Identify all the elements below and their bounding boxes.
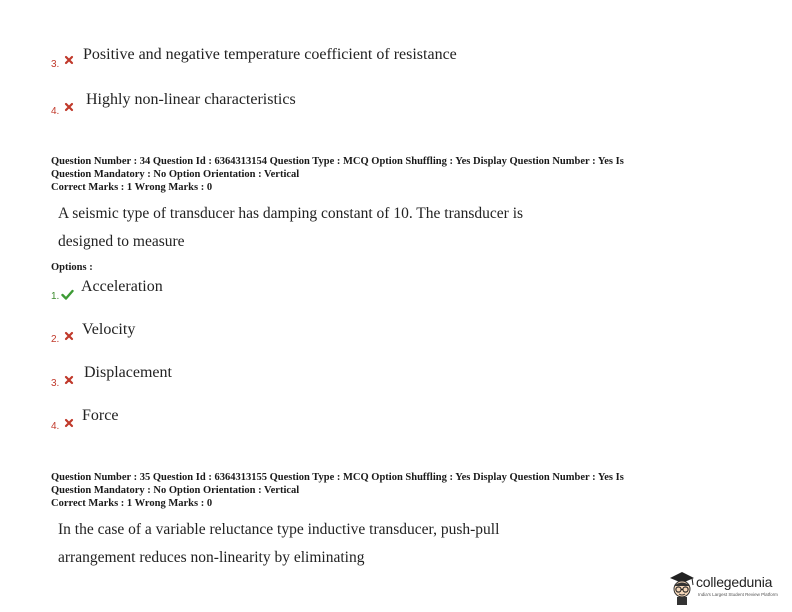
question-marks: Correct Marks : 1 Wrong Marks : 0 <box>51 182 213 193</box>
logo-name: collegedunia <box>696 574 773 590</box>
option-text: Acceleration <box>81 278 163 295</box>
option-number: 3. <box>51 378 60 389</box>
option-number: 3. <box>51 59 60 70</box>
cross-icon <box>64 418 74 428</box>
cross-icon <box>64 331 74 341</box>
option-text: Highly non-linear characteristics <box>86 91 296 108</box>
option-number: 1. <box>51 291 60 302</box>
question-text-line2: arrangement reduces non-linearity by eliminating <box>58 549 365 566</box>
question-marks: Correct Marks : 1 Wrong Marks : 0 <box>51 498 213 509</box>
mascot-icon <box>668 570 696 606</box>
logo-tagline: India's Largest Student Review Platform <box>698 592 778 597</box>
collegedunia-logo <box>668 570 788 606</box>
question-meta <box>51 155 731 194</box>
question-meta-line2: Question Mandatory : No Option Orientation : Vertical <box>51 169 300 180</box>
option-text: Positive and negative temperature coefficient of resistance <box>83 46 457 63</box>
option-number: 4. <box>51 106 60 117</box>
options-label: Options : <box>51 262 93 273</box>
option-text: Displacement <box>84 364 172 381</box>
option-text: Force <box>82 407 119 424</box>
cross-icon <box>64 55 74 65</box>
option-number: 4. <box>51 421 60 432</box>
question-meta-line1: Question Number : 35 Question Id : 6364313155 Question Type : MCQ Option Shuffling : Yes Display Question Number : Yes Is <box>51 472 624 483</box>
question-text-line1: A seismic type of transducer has damping constant of 10. The transducer is <box>58 205 524 222</box>
question-text-line2: designed to measure <box>58 233 185 250</box>
option-number: 2. <box>51 334 60 345</box>
option-text: Velocity <box>82 321 136 338</box>
cross-icon <box>64 102 74 112</box>
question-meta-line1: Question Number : 34 Question Id : 6364313154 Question Type : MCQ Option Shuffling : Yes Display Question Number : Yes Is <box>51 156 624 167</box>
question-meta-line2: Question Mandatory : No Option Orientation : Vertical <box>51 485 300 496</box>
question-meta <box>51 471 731 510</box>
cross-icon <box>64 375 74 385</box>
question-text-line1: In the case of a variable reluctance type inductive transducer, push-pull <box>58 521 500 538</box>
check-icon <box>61 289 74 300</box>
